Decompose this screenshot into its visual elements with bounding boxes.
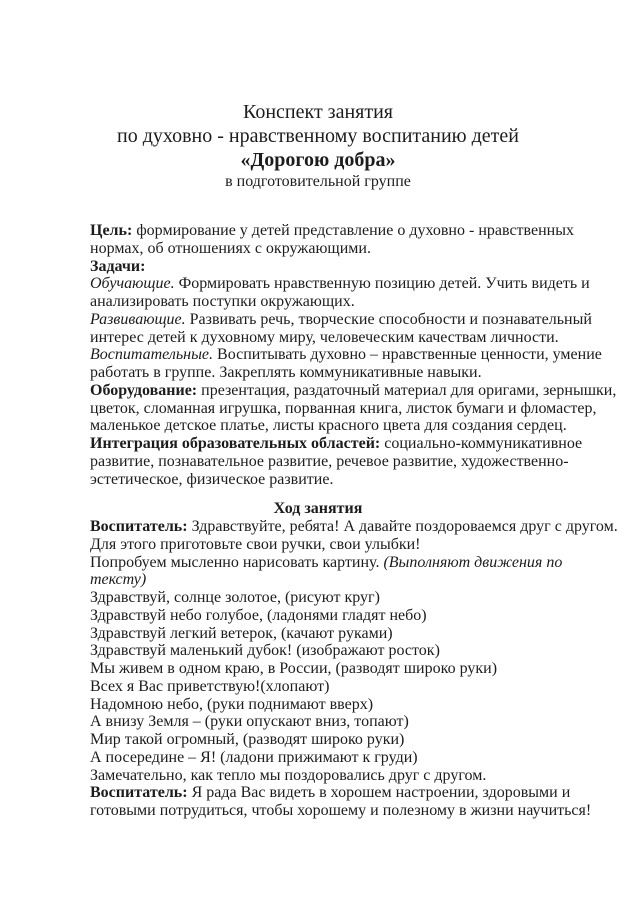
title-line: Конспект занятия	[242, 101, 394, 123]
text-run: Воспитатель:	[90, 518, 188, 535]
text-run: Формировать нравственную позицию детей. Учить видеть и	[174, 275, 590, 293]
text-run: Мы живем в одном краю, в России, (разводят широко руки)	[90, 660, 498, 677]
title-line: по духовно - нравственному воспитанию детей	[116, 125, 519, 147]
text-run: маленькое детское платье, листы красного цвета для создания сердец.	[90, 417, 567, 435]
text-line	[90, 660, 546, 678]
text-line	[90, 625, 546, 643]
text-line	[90, 310, 592, 329]
document-body	[90, 222, 618, 820]
text-run: нормах, об отношениях с окружающими.	[90, 239, 371, 257]
text-run: Замечательно, как тепло мы поздоровались друг с другом.	[90, 766, 487, 784]
text-run: Мир такой огромный, (разводят широко руки)	[90, 731, 405, 748]
text-line	[90, 435, 583, 453]
text-line	[90, 553, 563, 572]
text-run: цветок, сломанная игрушка, порванная книга, листок бумаги и фломастер,	[90, 399, 597, 417]
text-run: Цель:	[90, 222, 133, 239]
text-line	[90, 399, 597, 418]
text-run: Здравствуйте, ребята! А давайте поздороваемся друг с другом.	[187, 518, 618, 535]
text-line	[90, 222, 574, 240]
text-line	[90, 346, 602, 364]
text-line	[90, 471, 546, 489]
text-run: Оборудование:	[90, 381, 198, 399]
text-line	[90, 240, 546, 258]
text-run: Здравствуй небо голубое, (ладонями гладят небо)	[90, 606, 427, 624]
text-run: Развивающие.	[90, 310, 186, 328]
text-run: работать в группе. Закреплять коммуникативные навыки.	[90, 364, 482, 381]
text-line	[90, 749, 546, 767]
text-line	[90, 713, 546, 731]
text-run: Я рада Вас видеть в хорошем настроении, здоровыми и	[187, 784, 571, 802]
text-run: Воспитатель:	[90, 784, 188, 802]
text-line	[90, 328, 559, 347]
text-run: Здравствуй, солнце золотое, (рисуют круг)	[90, 589, 380, 606]
text-run: Для этого приготовьте свои ручки, свои улыбки!	[90, 535, 421, 553]
text-run: Надомною небо, (руки поднимают вверх)	[90, 695, 374, 713]
text-run: Здравствуй легкий ветерок, (качают руками)	[90, 624, 393, 642]
text-line	[90, 381, 617, 400]
text-run: Попробуем мысленно нарисовать картину.	[90, 553, 384, 571]
text-run: Задачи:	[90, 257, 146, 275]
text-line	[90, 767, 546, 785]
text-line	[90, 696, 546, 714]
text-run: А посередине – Я! (ладони прижимают к груди)	[90, 748, 418, 766]
text-run: Развивать речь, творческие способности и познавательный	[185, 310, 592, 328]
text-run: Интеграция образовательных областей:	[90, 435, 381, 452]
text-run: тексту)	[90, 571, 147, 589]
text-run: формирование у детей представление о духовно - нравственных	[132, 222, 574, 239]
title-line: «Дорогою добра»	[240, 149, 396, 171]
text-run: интерес детей к духовному миру, человеческим качествам личности.	[90, 328, 559, 346]
text-line	[90, 500, 546, 518]
text-line	[90, 364, 546, 382]
text-run: развитие, познавательное развитие, речевое развитие, художественно-	[90, 452, 569, 470]
text-line	[90, 802, 592, 820]
text-line	[90, 518, 618, 536]
text-run: Всех я Вас приветствую!(хлопают)	[90, 677, 330, 695]
text-line	[90, 571, 546, 589]
text-run: Ход занятия	[273, 500, 363, 518]
text-line	[90, 417, 567, 435]
text-line	[90, 607, 546, 625]
text-run: готовыми потрудиться, чтобы хорошему и полезному в жизни научиться!	[90, 802, 592, 819]
text-run: эстетическое, физическое развитие.	[90, 470, 334, 488]
text-run: Воспитывать духовно – нравственные ценности, умение	[213, 346, 602, 364]
text-run: презентация, раздаточный материал для оригами, зернышки,	[197, 381, 617, 399]
text-run: (Выполняют движения по	[383, 553, 563, 571]
title-line: в подготовительной группе	[225, 173, 411, 190]
text-line	[90, 258, 546, 276]
text-line	[90, 678, 546, 696]
text-line	[90, 536, 546, 554]
text-run: Воспитательные.	[90, 346, 214, 364]
text-line	[90, 731, 546, 749]
text-run: социально-коммуникативное	[380, 435, 583, 452]
text-line	[90, 452, 569, 471]
text-line	[90, 642, 546, 660]
text-line	[90, 293, 546, 311]
text-run: Обучающие.	[90, 275, 175, 293]
text-line	[90, 275, 590, 293]
text-run: анализировать поступки окружающих.	[90, 293, 355, 310]
document-title	[0, 100, 636, 192]
text-line	[90, 589, 546, 607]
text-run: Здравствуй маленький дубок! (изображают росток)	[90, 642, 440, 660]
blank-line	[90, 488, 546, 500]
text-run: А внизу Земля – (руки опускают вниз, топают)	[90, 713, 409, 731]
text-line	[90, 784, 571, 802]
